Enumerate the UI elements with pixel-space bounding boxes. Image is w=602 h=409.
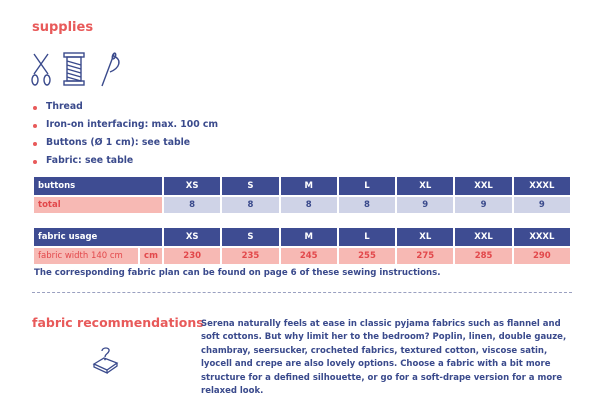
size-header: XS: [164, 228, 220, 246]
unit-label: cm: [140, 246, 162, 264]
size-header: XXL: [455, 228, 511, 246]
list-item: Fabric: see table: [32, 152, 218, 170]
size-header: M: [281, 177, 337, 195]
size-header: XXXL: [514, 228, 570, 246]
fabric-usage-table: [32, 228, 572, 264]
size-header: XS: [164, 177, 220, 195]
table-cell: 8: [339, 195, 395, 213]
needle-icon: [102, 53, 119, 86]
table-cell: 245: [281, 246, 337, 264]
buttons-table: [32, 177, 572, 213]
section-divider: [32, 292, 572, 293]
size-header: XXL: [455, 177, 511, 195]
thread-spool-icon: [64, 53, 84, 85]
fabric-question-icon: [90, 344, 120, 374]
fabric-recommendations-heading: fabric recommendations: [32, 315, 204, 330]
size-header: M: [281, 228, 337, 246]
table-header-label: buttons: [34, 177, 162, 195]
table-cell: 9: [455, 195, 511, 213]
table-header-row: [34, 177, 570, 195]
table-cell: 230: [164, 246, 220, 264]
size-header: L: [339, 228, 395, 246]
table-cell: 9: [397, 195, 453, 213]
row-label: fabric width 140 cm: [34, 246, 138, 264]
sewing-tools-illustration: [30, 50, 126, 88]
scissors-icon: [32, 54, 50, 85]
table-header-row: [34, 228, 570, 246]
table-cell: 285: [455, 246, 511, 264]
table-cell: 8: [281, 195, 337, 213]
table-header-label: fabric usage: [34, 228, 162, 246]
size-header: S: [222, 177, 278, 195]
list-item: Thread: [32, 98, 218, 116]
supplies-heading: supplies: [32, 20, 94, 35]
list-item: Buttons (Ø 1 cm): see table: [32, 134, 218, 152]
table-cell: 290: [514, 246, 570, 264]
table-cell: 8: [222, 195, 278, 213]
size-header: XL: [397, 177, 453, 195]
fabric-plan-note: The corresponding fabric plan can be found on page 6 of these sewing instructions.: [34, 268, 441, 278]
table-cell: 235: [222, 246, 278, 264]
table-cell: 8: [164, 195, 220, 213]
size-header: L: [339, 177, 395, 195]
table-cell: 9: [514, 195, 570, 213]
table-cell: 255: [339, 246, 395, 264]
table-row: [34, 246, 570, 264]
row-label: total: [34, 195, 162, 213]
fabric-recommendations-text: Serena naturally feels at ease in classic pyjama fabrics such as flannel and soft cottons. But why limit her to the bedroom? Poplin, linen, double gauze, chambray, seersucker, crocheted fabrics, textured cotton, viscose satin, lyocell and crepe are also lovely options. Choose a fabric with a bit more structure for a defined silhouette, or go for a soft-drape version for a more relaxed look.: [201, 319, 567, 397]
table-cell: 275: [397, 246, 453, 264]
size-header: XL: [397, 228, 453, 246]
table-row: [34, 195, 570, 213]
size-header: XXXL: [514, 177, 570, 195]
supplies-list: [32, 98, 218, 170]
list-item: Iron-on interfacing: max. 100 cm: [32, 116, 218, 134]
size-header: S: [222, 228, 278, 246]
